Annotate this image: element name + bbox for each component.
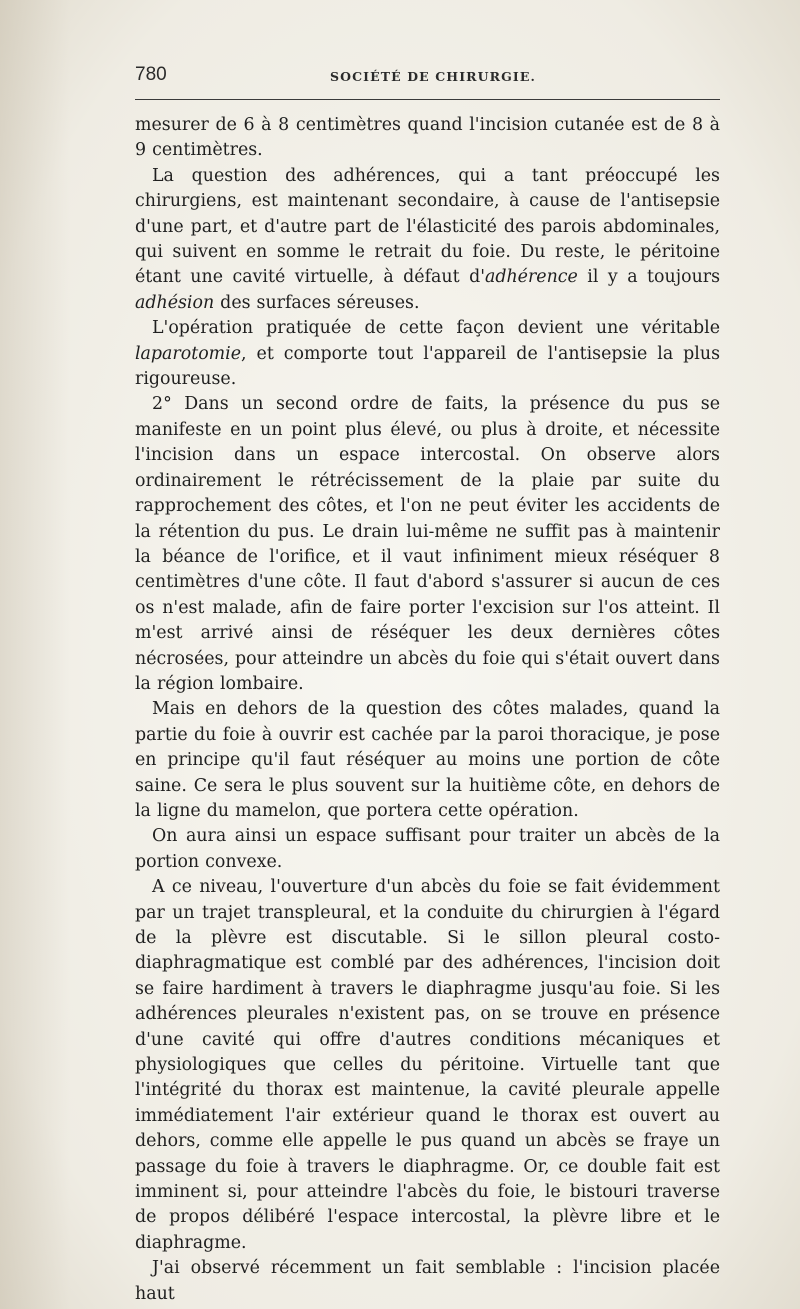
italic-term-adherence: adhérence [484,267,578,288]
paragraph-laparotomie [135,316,720,392]
page-edge-shadow [0,0,70,1309]
page-number: 780 [135,64,167,85]
paragraph-espace-suffisant: On aura ainsi un espace suffisant pour traiter un abcès de la portion convexe. [135,826,720,872]
paragraph-cotes-malades: Mais en dehors de la question des côtes malades, quand la partie du foie à ouvrir est cachée par la paroi thoracique, je pose en principe qu'il faut réséquer au moins une portion de côte saine. Ce sera le plus souvent sur la huitième côte, en dehors de la ligne du mamelon, que portera cette opération. [135,699,720,821]
text-run: , et comporte tout l'appareil de l'antisepsie la plus rigoureuse. [135,343,720,390]
italic-term-adhesion: adhésion [135,292,215,313]
page-header [135,60,720,96]
running-title: SOCIÉTÉ DE CHIRURGIE. [330,69,536,84]
body-text [135,113,720,1307]
paragraph-continuation: mesurer de 6 à 8 centimètres quand l'incision cutanée est de 8 à 9 centimètres. [135,115,720,161]
italic-term-laparotomie: laparotomie [135,343,242,364]
paragraph-observation: J'ai observé récemment un fait semblable : l'incision placée haut [135,1258,720,1304]
header-rule [135,99,720,100]
text-run: il y a toujours [577,267,721,288]
text-run: La question des adhérences, qui a tant préoccupé les chirurgiens, est maintenant secondaire, à cause de l'antisepsie d'une part, et d'autre part de l'élasticité des parois abdominales, qui suivent en somme le retrait du foie. Du reste, le péritoine étant une cavité virtuelle, à défaut d' [135,165,720,288]
paragraph-second-order: 2° Dans un second ordre de faits, la présence du pus se manifeste en un point plus élevé, ou plus à droite, et nécessite l'incision dans un espace intercostal. On observe alors ordinairement le rétrécissement de la plaie par suite du rapprochement des côtes, et l'on ne peut éviter les accidents de la rétention du pus. Le drain lui-même ne suffit pas à maintenir la béance de l'orifice, et il vaut infiniment mieux réséquer 8 centimètres d'une côte. Il faut d'abord s'assurer si aucun de ces os n'est malade, afin de faire porter l'excision sur l'os atteint. Il m'est arrivé ainsi de réséquer les deux dernières côtes nécrosées, pour atteindre un abcès du foie qui s'était ouvert dans la région lombaire. [135,394,720,694]
text-run: L'opération pratiquée de cette façon devient une véritable [152,318,720,339]
text-run: des surfaces séreuses. [214,292,420,313]
paragraph-adherences [135,164,720,316]
paragraph-transpleural: A ce niveau, l'ouverture d'un abcès du foie se fait évidemment par un trajet transpleural, et la conduite du chirurgien à l'égard de la plèvre est discutable. Si le sillon pleural costo-diaphragmatique est comblé par des adhérences, l'incision doit se faire hardiment à travers le diaphragme jusqu'au foie. Si les adhérences pleurales n'existent pas, on se trouve en présence d'une cavité qui offre d'autres conditions mécaniques et physiologiques que celles du péritoine. Virtuelle tant que l'intégrité du thorax est maintenue, la cavité pleurale appelle immédiatement l'air extérieur quand le thorax est ouvert au dehors, comme elle appelle le pus quand un abcès se fraye un passage du foie à travers le diaphragme. Or, ce double fait est imminent si, pour atteindre l'abcès du foie, le bistouri traverse de propos délibéré l'espace intercostal, la plèvre libre et le diaphragme. [135,877,720,1253]
